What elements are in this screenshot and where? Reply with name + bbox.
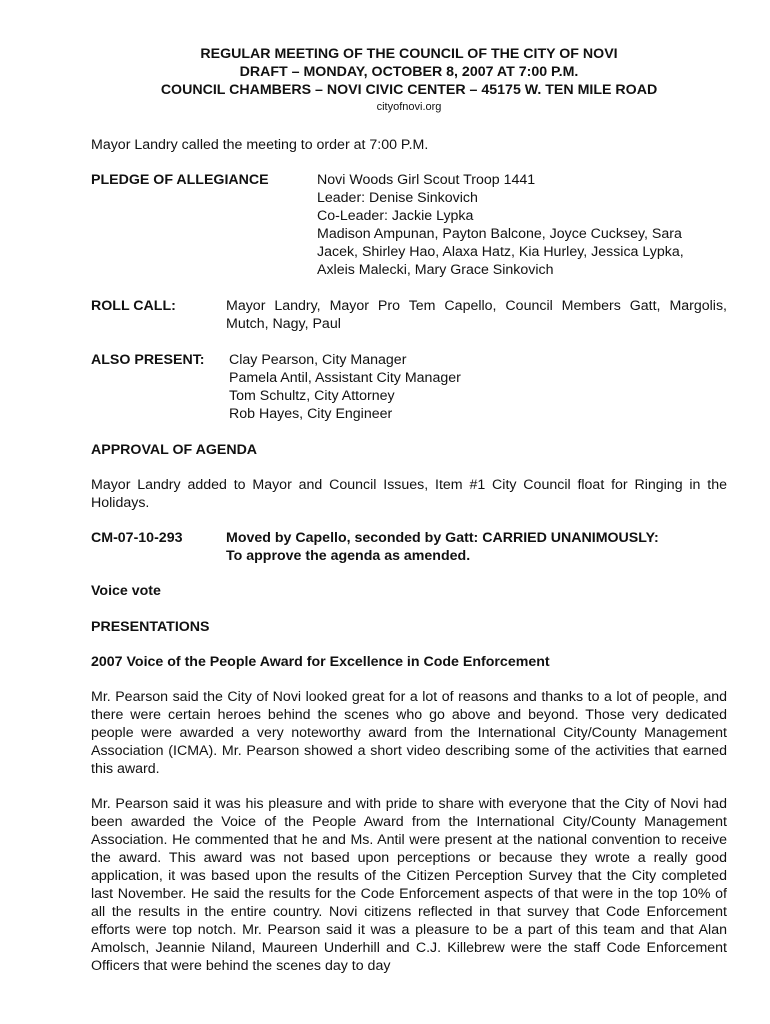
also-present-item: Tom Schultz, City Attorney <box>229 388 395 404</box>
roll-call-label: ROLL CALL: <box>91 298 176 314</box>
motion-number: CM-07-10-293 <box>91 530 183 546</box>
document-page <box>91 45 727 975</box>
approval-text: Mayor Landry added to Mayor and Council Issues, Item #1 City Council float for Ringing in the Holidays. <box>91 477 727 511</box>
pledge-line: Co-Leader: Jackie Lypka <box>317 208 474 224</box>
motion-moved-line: Moved by Capello, seconded by Gatt: CARRIED UNANIMOUSLY: <box>226 530 659 546</box>
pledge-line: Novi Woods Girl Scout Troop 1441 <box>317 172 536 188</box>
pledge-line: Axleis Malecki, Mary Grace Sinkovich <box>317 262 554 278</box>
also-present-section <box>91 351 727 423</box>
header-date-line: DRAFT – MONDAY, OCTOBER 8, 2007 AT 7:00 P.M. <box>239 64 579 80</box>
motion-resolution-line: To approve the agenda as amended. <box>226 548 471 564</box>
pledge-line: Leader: Denise Sinkovich <box>317 190 478 206</box>
motion-section <box>91 529 727 565</box>
header-title-line: REGULAR MEETING OF THE COUNCIL OF THE CITY OF NOVI <box>200 46 618 62</box>
header-website: cityofnovi.org <box>376 101 442 113</box>
call-to-order: Mayor Landry called the meeting to order at 7:00 P.M. <box>91 137 429 153</box>
document-header <box>81 45 737 115</box>
presentation-paragraph-2: Mr. Pearson said it was his pleasure and with pride to share with everyone that the City of Novi had been awarded the Voice of the People Award from the International City/County Management Association. He commented that he and Ms. Antil were present at the national convention to receive the award. This award was not based upon perceptions or because they wrote a really good application, it was based upon the results of the Citizen Perception Survey that the City completed last November. He said the results for the Code Enforcement aspects of that were in the top 10% of all the results in the entire country. Novi citizens reflected in that survey that Code Enforcement efforts were top notch. Mr. Pearson said it was a pleasure to be a part of this team and that Alan Amolsch, Jeannie Niland, Maureen Underhill and C.J. Killebrew were the staff Code Enforcement Officers that were behind the scenes day to day <box>91 796 727 974</box>
also-present-item: Clay Pearson, City Manager <box>229 352 407 368</box>
award-heading: 2007 Voice of the People Award for Excellence in Code Enforcement <box>91 654 550 670</box>
roll-call-section <box>91 297 727 333</box>
pledge-line: Madison Ampunan, Payton Balcone, Joyce Cucksey, Sara <box>317 226 682 242</box>
pledge-line: Jacek, Shirley Hao, Alaxa Hatz, Kia Hurley, Jessica Lypka, <box>317 244 684 260</box>
also-present-label: ALSO PRESENT: <box>91 352 205 368</box>
also-present-item: Pamela Antil, Assistant City Manager <box>229 370 461 386</box>
also-present-list <box>229 351 727 423</box>
motion-text <box>226 529 727 565</box>
approval-heading: APPROVAL OF AGENDA <box>91 442 258 458</box>
pledge-details <box>317 171 727 279</box>
also-present-item: Rob Hayes, City Engineer <box>229 406 393 422</box>
header-location-line: COUNCIL CHAMBERS – NOVI CIVIC CENTER – 45175 W. TEN MILE ROAD <box>160 82 658 98</box>
presentations-heading: PRESENTATIONS <box>91 619 210 635</box>
pledge-label: PLEDGE OF ALLEGIANCE <box>91 172 269 188</box>
presentation-paragraph-1: Mr. Pearson said the City of Novi looked great for a lot of reasons and thanks to a lot of people, and there were certain heroes behind the scenes who go above and beyond. Those very dedicated people were awarded a very noteworthy award from the International City/County Management Association (ICMA). Mr. Pearson showed a short video describing some of the activities that earned this award. <box>91 689 727 777</box>
voice-vote: Voice vote <box>91 583 161 599</box>
roll-call-members: Mayor Landry, Mayor Pro Tem Capello, Council Members Gatt, Margolis, Mutch, Nagy, Paul <box>226 298 727 332</box>
pledge-section <box>91 171 727 279</box>
